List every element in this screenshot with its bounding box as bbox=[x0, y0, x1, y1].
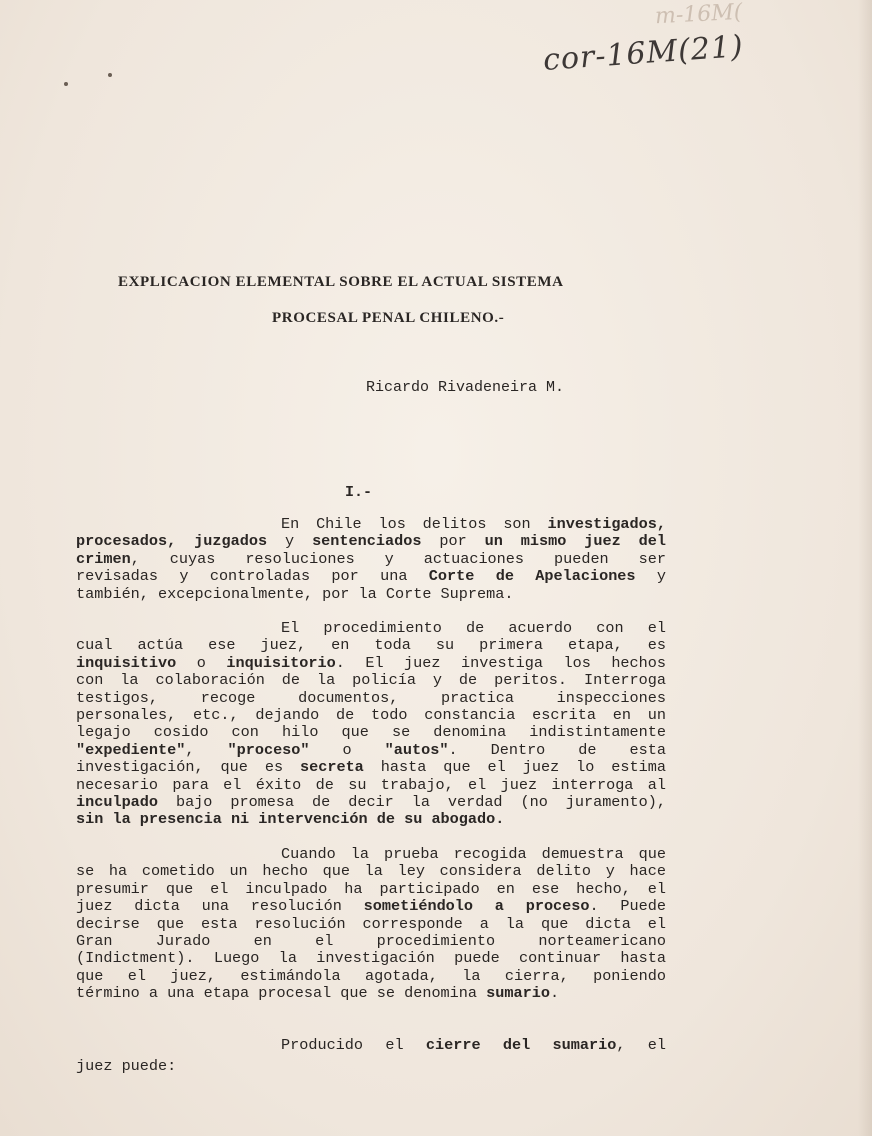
text-run: término a una etapa procesal que se denomina bbox=[76, 984, 487, 1003]
bold-text-run: secreta bbox=[300, 758, 364, 777]
section-number: I.- bbox=[345, 484, 373, 501]
document-title-line1: EXPLICACION ELEMENTAL SOBRE EL ACTUAL SISTEMA bbox=[118, 274, 564, 290]
text-run: . Puede bbox=[589, 897, 666, 916]
paragraph-3 bbox=[76, 846, 666, 1003]
bold-text-run: crimen bbox=[76, 549, 131, 568]
text-run: , bbox=[185, 740, 228, 759]
bold-text-run: sumario bbox=[486, 984, 550, 1003]
paragraph-line bbox=[76, 1037, 666, 1054]
document-title-line2: PROCESAL PENAL CHILENO.- bbox=[272, 310, 505, 326]
text-run: y bbox=[635, 567, 667, 586]
paragraph-line bbox=[76, 794, 666, 811]
paragraph-line bbox=[76, 533, 666, 550]
bold-text-run: inquisitorio bbox=[226, 653, 336, 672]
paragraph-line: personales, etc., dejando de todo constancia escrita en un bbox=[76, 705, 666, 724]
paragraph-line: se ha cometido un hecho que la ley considera delito y hace bbox=[76, 862, 666, 881]
paragraph-line: necesario para el éxito de su trabajo, el juez interroga al bbox=[76, 775, 666, 794]
bold-text-run: sometiéndolo a proceso bbox=[363, 897, 590, 916]
paragraph-line: El procedimiento de acuerdo con el bbox=[281, 619, 666, 637]
paragraph-line bbox=[76, 898, 666, 915]
bold-text-run: "proceso" bbox=[227, 740, 310, 759]
text-run: o bbox=[176, 653, 227, 672]
paragraph-line bbox=[76, 516, 666, 533]
handwritten-annotation: cor-16M(21) bbox=[542, 29, 745, 78]
paragraph-line: decirse que esta resolución corresponde a la que dicta el bbox=[76, 914, 666, 933]
text-run: y bbox=[267, 532, 313, 551]
paragraph-line: Gran Jurado en el procedimiento norteamericano bbox=[76, 931, 666, 950]
paragraph-line: presumir que el inculpado ha participado en ese hecho, el bbox=[76, 879, 666, 898]
bold-text-run: investigados, bbox=[547, 515, 666, 533]
paragraph-line: cual actúa ese juez, en toda su primera etapa, es bbox=[76, 636, 666, 655]
bold-text-run: procesados, juzgados bbox=[76, 532, 268, 551]
paragraph-line bbox=[76, 551, 666, 568]
bold-text-run: cierre del sumario bbox=[425, 1036, 617, 1054]
text-run: . bbox=[549, 984, 560, 1003]
text-run: bajo promesa de decir la verdad (no juramento), bbox=[158, 792, 666, 811]
paragraph-1 bbox=[76, 516, 666, 603]
bold-text-run: "autos" bbox=[384, 740, 449, 759]
paragraph-line bbox=[76, 985, 666, 1002]
bold-text-run: "expediente" bbox=[76, 740, 186, 759]
paper-speck bbox=[64, 82, 68, 86]
page-edge-shadow bbox=[858, 0, 872, 1136]
paragraph-line: legajo cosido con hilo que se denomina indistintamente bbox=[76, 723, 666, 742]
bold-text-run: inquisitivo bbox=[76, 653, 177, 672]
text-run: , el bbox=[616, 1036, 666, 1054]
paragraph-line: con la colaboración de la policía y de peritos. Interroga bbox=[76, 671, 666, 690]
text-run: juez dicta una resolución bbox=[76, 897, 364, 916]
paragraph-line: testigos, recoge documentos, practica inspecciones bbox=[76, 688, 666, 707]
faint-handwritten-annotation: m-16M( bbox=[653, 0, 743, 30]
paragraph-line bbox=[76, 568, 666, 585]
text-run: , cuyas resoluciones y actuaciones pueden ser bbox=[130, 549, 666, 568]
bold-text-run: sentenciados bbox=[312, 532, 422, 551]
bold-text-run: un mismo juez del bbox=[484, 532, 666, 551]
paragraph-4 bbox=[76, 1037, 666, 1054]
paragraph-line: juez puede: bbox=[76, 1057, 177, 1075]
text-run: o bbox=[309, 740, 385, 759]
paragraph-line bbox=[76, 742, 666, 759]
text-run: investigación, que es bbox=[76, 758, 300, 777]
paper-speck bbox=[108, 73, 112, 77]
bold-text-run: inculpado bbox=[76, 792, 159, 811]
paragraph-line: que el juez, estimándola agotada, la cierra, poniendo bbox=[76, 966, 666, 985]
paragraph-line: sin la presencia ni intervención de su abogado. bbox=[76, 810, 505, 829]
text-run: hasta que el juez lo estima bbox=[363, 758, 666, 777]
paragraph-line: Cuando la prueba recogida demuestra que bbox=[281, 845, 666, 863]
text-run: Producido el bbox=[281, 1036, 426, 1054]
paragraph-line bbox=[76, 655, 666, 672]
paragraph-line: (Indictment). Luego la investigación puede continuar hasta bbox=[76, 949, 666, 968]
text-run: revisadas y controladas por una bbox=[76, 567, 429, 586]
text-run: . El juez investiga los hechos bbox=[335, 653, 667, 672]
bold-text-run: Corte de Apelaciones bbox=[428, 567, 636, 586]
text-run: por bbox=[421, 532, 485, 551]
paragraph-2 bbox=[76, 620, 666, 829]
text-run: En Chile los delitos son bbox=[281, 515, 548, 533]
paragraph-line: también, excepcionalmente, por la Corte Suprema. bbox=[76, 584, 514, 603]
text-run: . Dentro de esta bbox=[448, 740, 666, 759]
author-name: Ricardo Rivadeneira M. bbox=[366, 379, 565, 396]
paragraph-line bbox=[76, 759, 666, 776]
